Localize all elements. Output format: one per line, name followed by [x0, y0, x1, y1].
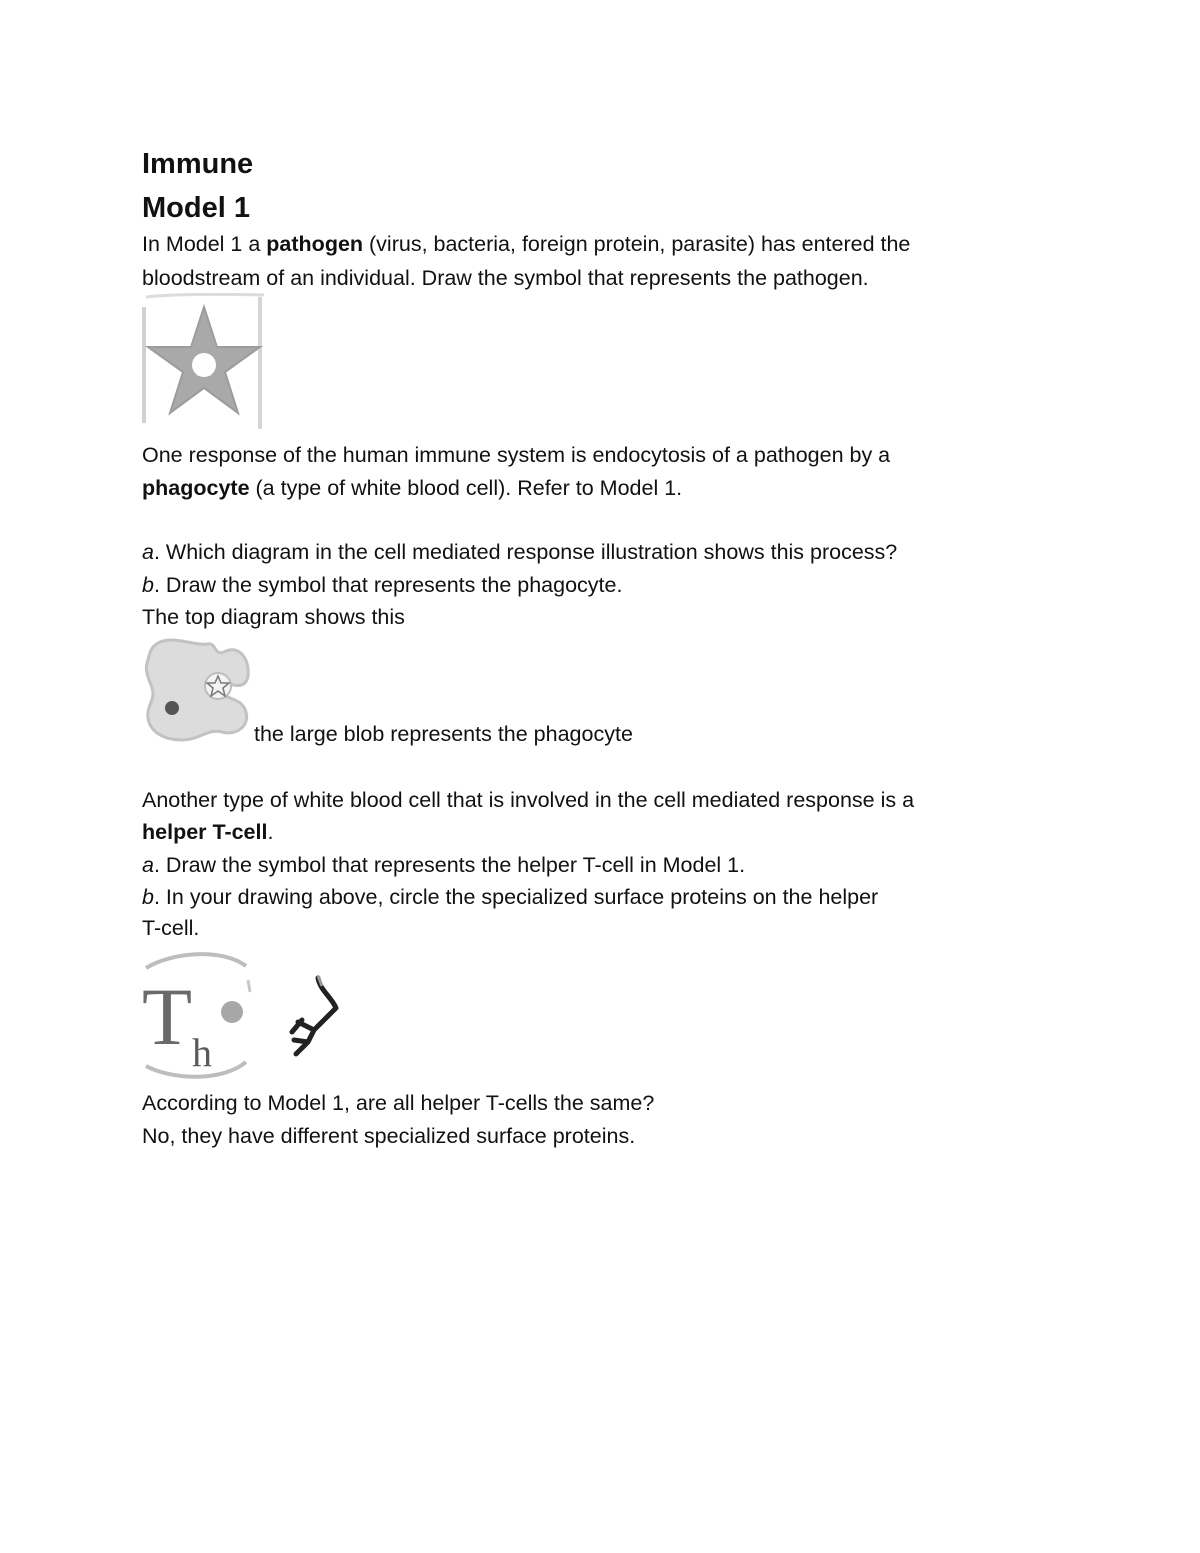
- question-a-text: . Which diagram in the cell mediated response illustration shows this process?: [153, 540, 898, 564]
- question-b-letter: b: [142, 573, 154, 597]
- helper-tcell-icon: [142, 946, 342, 1082]
- tcell-line-2: [142, 817, 273, 847]
- intro-suffix: (virus, bacteria, foreign protein, parasite) has entered the: [363, 232, 911, 256]
- phagocyte-question-b: [142, 570, 622, 600]
- phagocyte-term: phagocyte: [142, 476, 250, 500]
- intro-prefix: In Model 1 a: [142, 232, 267, 256]
- phagocyte-figure-caption: the large blob represents the phagocyte: [254, 722, 633, 746]
- phagocyte-line-1: One response of the human immune system is endocytosis of a pathogen by a: [142, 443, 891, 467]
- question-a-letter: a: [142, 540, 154, 564]
- star-pathogen-icon: [142, 293, 266, 431]
- tcell-label-main: T: [142, 971, 193, 1062]
- tcell-question-b-text: . In your drawing above, circle the specialized surface proteins on the helper: [153, 885, 879, 909]
- final-answer: No, they have different specialized surface proteins.: [142, 1124, 636, 1148]
- tcell-line-1: Another type of white blood cell that is involved in the cell mediated response is a: [142, 788, 915, 812]
- document-title: Immune: [142, 148, 254, 180]
- tcell-question-a: [142, 850, 745, 880]
- final-question: According to Model 1, are all helper T-cells the same?: [142, 1091, 655, 1115]
- phagocyte-line-2: [142, 473, 682, 503]
- phagocyte-blob-icon: [142, 636, 254, 744]
- tcell-term-suffix: .: [267, 820, 274, 844]
- question-b-text: . Draw the symbol that represents the phagocyte.: [153, 573, 623, 597]
- helper-tcell-term: helper T-cell: [142, 820, 268, 844]
- tcell-question-b: [142, 882, 878, 912]
- pathogen-term: pathogen: [266, 232, 364, 256]
- tcell-question-b-letter: b: [142, 885, 154, 909]
- phagocyte-question-a: [142, 537, 897, 567]
- model-heading: Model 1: [142, 192, 250, 224]
- intro-line-1: [142, 229, 910, 259]
- tcell-label-sub: h: [192, 1030, 212, 1075]
- phagocyte-answer: The top diagram shows this: [142, 605, 405, 629]
- tcell-question-b-cont: T-cell.: [142, 916, 200, 940]
- phagocyte-line-2-suffix: (a type of white blood cell). Refer to Model 1.: [249, 476, 683, 500]
- intro-line-2: bloodstream of an individual. Draw the symbol that represents the pathogen.: [142, 266, 869, 290]
- tcell-question-a-letter: a: [142, 853, 154, 877]
- tcell-question-a-text: . Draw the symbol that represents the helper T-cell in Model 1.: [153, 853, 746, 877]
